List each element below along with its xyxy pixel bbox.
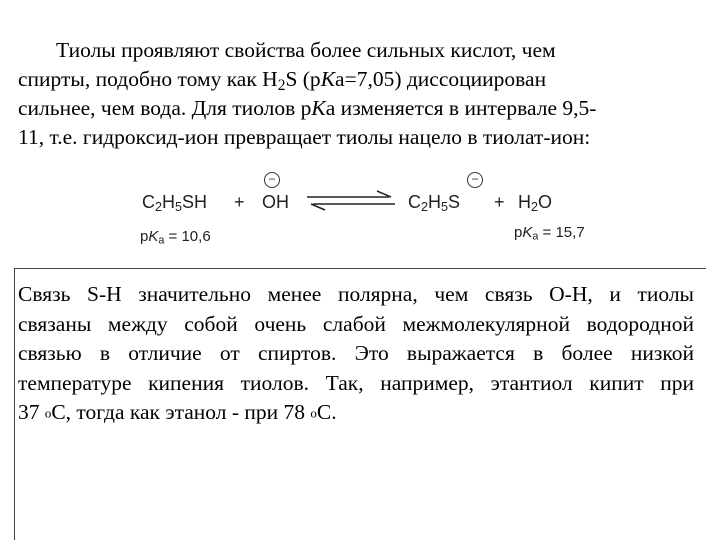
explanation-line-1: Связь S-H значительно менее полярна, чем связь O-H, и тиолы [18, 282, 694, 306]
explanation-line-2: связаны между собой очень слабой межмолекулярной водородной [18, 311, 694, 336]
pka-water: $pK_a = 15,7$ [514, 224, 585, 243]
negative-charge-icon: − [467, 172, 483, 188]
explanation-line-5: 37 $^o$С, тогда как этанол - при 78 $^o$С. [18, 400, 337, 424]
explanation-line-3: связью в отличие от спиртов. Это выражается в более низкой [18, 341, 694, 365]
plus-sign-1: + [234, 192, 245, 212]
product-thiolate: $C_2H_5S$ [408, 192, 461, 215]
intro-line-2: спирты, подобно тому как $H_2S$ (pKa=7,05) диссоциирован [18, 67, 547, 94]
section-divider [14, 268, 706, 269]
reactant-hydroxide: OH [262, 192, 289, 212]
explanation-line-4: температуре кипения тиолов. Так, например, этантиол кипит при [18, 370, 694, 395]
section-left-border [14, 268, 15, 540]
intro-paragraph [18, 36, 708, 152]
plus-sign-2: + [494, 192, 505, 212]
intro-line-1: Тиолы проявляют свойства более сильных кислот, чем [56, 38, 556, 62]
reactant-ethanethiol: $C_2H_5SH$ [142, 192, 208, 215]
pka-ethanethiol: $pK_a = 10,6$ [140, 228, 211, 247]
negative-charge-icon: − [264, 172, 280, 188]
intro-line-3: сильнее, чем вода. Для тиолов pKa изменяется в интервале 9,5- [18, 96, 597, 120]
product-water: $H_2O$ [518, 192, 553, 215]
intro-line-4: 11, т.е. гидроксид-ион превращает тиолы нацело в тиолат-ион: [18, 125, 591, 149]
equilibrium-arrows-icon [305, 190, 397, 212]
explanation-paragraph [18, 280, 694, 428]
